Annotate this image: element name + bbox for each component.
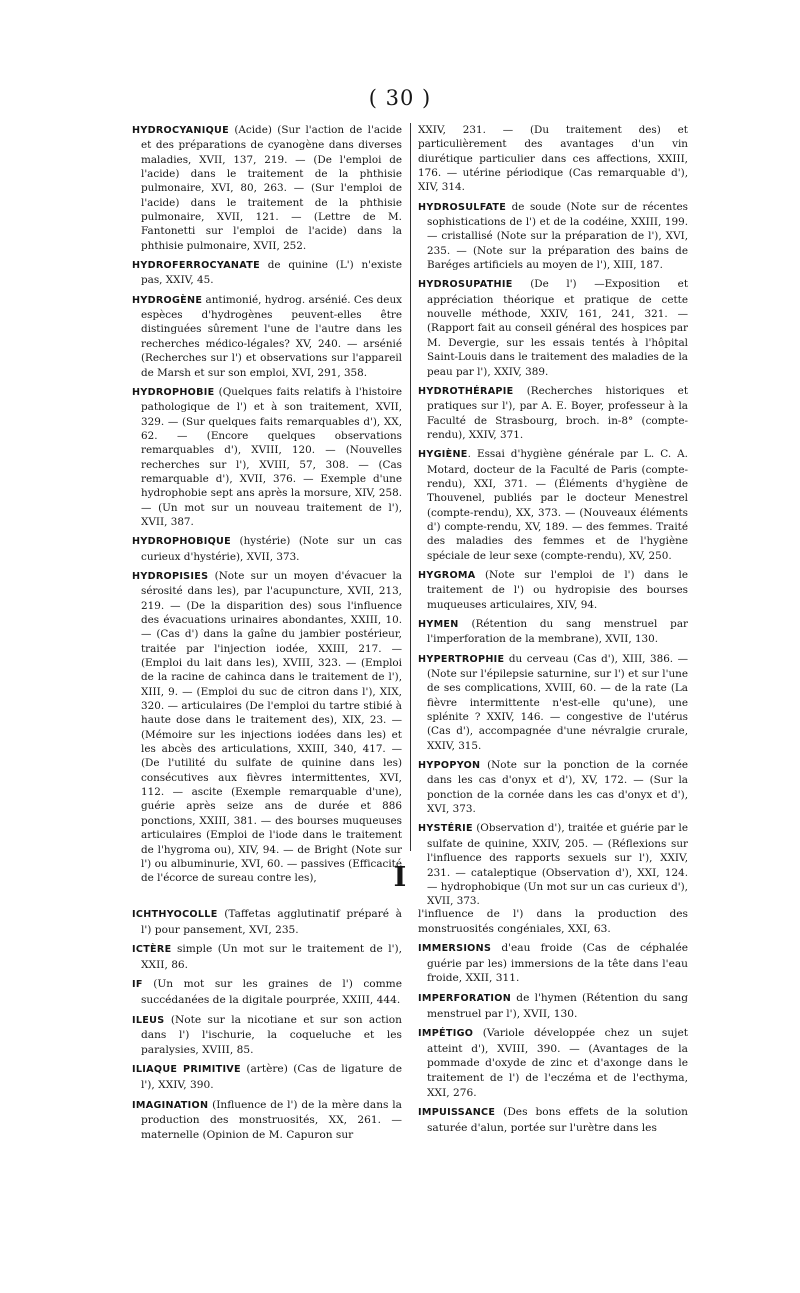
index-entry xyxy=(132,258,402,288)
index-entry xyxy=(132,123,402,253)
entry-headword: HYDROGÈNE xyxy=(132,294,203,306)
index-entry xyxy=(418,907,688,936)
index-entry xyxy=(132,942,402,972)
entry-text: (Un mot sur les graines de l') comme succédanées de la digitale pourprée, XXIII, 444. xyxy=(141,978,402,1006)
entry-headword: HYDROFERROCYANATE xyxy=(132,260,260,272)
entry-headword: HYDROPISIES xyxy=(132,570,209,582)
index-entry xyxy=(132,569,402,886)
entry-text: simple (Un mot sur le traitement de l'), XXII, 86. xyxy=(141,943,402,971)
index-entry xyxy=(418,384,688,442)
entry-text: (Rétention du sang menstruel par l'imperforation de la membrane), XVII, 130. xyxy=(427,618,688,646)
entry-text: (Des bons effets de la solution saturée d'alun, portée sur l'urètre dans les xyxy=(427,1106,688,1134)
section-i-entries xyxy=(132,907,688,1277)
index-entry xyxy=(418,991,688,1021)
index-entry xyxy=(132,1062,402,1092)
entry-headword: HYSTÉRIE xyxy=(418,823,473,835)
entry-text: . Essai d'hygiène générale par L. C. A. Motard, docteur de la Faculté de Paris (compte-rendu), XXI, 371. — (Éléments d'hygiène de Thouvenel, publiés par le docteur Menestrel (compte-rendu), XX, 373. — (Nouveaux éléments d') compte-rendu, XV, 189. — des femmes. Traité des maladies des femmes et de l'hygiène spéciale de leur sexe (compte-rendu), XV, 250. xyxy=(427,448,688,562)
entry-headword: HYDROCYANIQUE xyxy=(132,125,229,136)
column-right xyxy=(418,123,688,908)
index-entry xyxy=(418,568,688,612)
index-entry xyxy=(132,907,402,937)
entry-headword: ICHTHYOCOLLE xyxy=(132,909,218,920)
entry-text: (Note sur l'emploi de l') dans le traitement de l') ou hydropisie des bourses muqueuses articulaires, XIV, 94. xyxy=(427,568,688,611)
column-left xyxy=(132,907,402,1277)
entry-text: de quinine (L') n'existe pas, XXIV, 45. xyxy=(141,259,402,287)
index-entry xyxy=(132,1098,402,1143)
entry-headword: ILEUS xyxy=(132,1014,165,1026)
entry-text: antimonié, hydrog. arsénié. Ces deux espèces d'hydrogènes peuvent-elles être distinguées sûrement l'une de l'autre dans les recherches médico-légales? XV, 240. — arsénié (Recherches sur l') et observations sur l'appareil de Marsh et sur son emploi, XVI, 291, 358. xyxy=(141,293,402,379)
entry-text: (Influence de l') de la mère dans la production des monstruosités, XX, 261. — maternelle (Opinion de M. Capuron sur xyxy=(141,1098,402,1141)
entry-headword: ILIAQUE PRIMITIVE xyxy=(132,1064,241,1076)
entry-text: (Variole développée chez un sujet atteint d'), XVIII, 390. — (Avantages de la pommade d'oxyde de zinc et d'axonge dans le traitement de l') de l'eczéma et de l'ecthyma, XXI, 276. xyxy=(427,1027,688,1099)
index-entry xyxy=(132,534,402,564)
entry-text: (Note sur la ponction de la cornée dans les cas d'onyx et d'), XV, 172. — (Sur la ponction de la cornée dans les cas d'onyx et d'), XVI, 373. xyxy=(427,759,688,816)
entry-headword: ICTÈRE xyxy=(132,944,172,956)
section-h-entries xyxy=(132,123,688,908)
index-entry xyxy=(418,123,688,195)
entry-text: (hystérie) (Note sur un cas curieux d'hystérie), XVII, 373. xyxy=(141,535,402,563)
entry-text: l'influence de l') dans la production des monstruosités congéniales, XXI, 63. xyxy=(418,908,688,935)
entry-text: de l'hymen (Rétention du sang menstruel par l'), XVII, 130. xyxy=(427,991,688,1020)
index-entry xyxy=(418,1026,688,1100)
column-right xyxy=(418,907,688,1277)
index-entry xyxy=(418,447,688,563)
entry-headword: HYDROPHOBIE xyxy=(132,386,215,398)
column-divider xyxy=(410,907,411,1277)
entry-text: (Note sur la nicotiane et sur son action dans l') l'ischurie, la coqueluche et les paralysies, XVIII, 85. xyxy=(141,1013,402,1056)
entry-text: du cerveau (Cas d'), XIII, 386. — (Note sur l'épilepsie saturnine, sur l') et sur l'une de ses complications, XVIII, 60. — de la rate (La fièvre intermittente n'est-elle qu'une), une splénite ? XXIV, 146. — congestive de l'utérus (Cas d'), accompagnée d'une névralgie crurale, XXIV, 315. xyxy=(427,652,688,752)
section-letter: I xyxy=(393,862,407,893)
page-number: ( 30 ) xyxy=(368,86,432,110)
entry-text: (Taffetas agglutinatif préparé à l') pour pansement, XVI, 235. xyxy=(141,908,402,936)
index-entry xyxy=(132,385,402,529)
index-entry xyxy=(418,652,688,753)
index-entry xyxy=(418,758,688,816)
entry-headword: IMPÉTIGO xyxy=(418,1028,474,1040)
entry-headword: HYDROSUPATHIE xyxy=(418,279,513,291)
entry-text: (Observation d'), traitée et guérie par le sulfate de quinine, XXIV, 205. — (Réflexions sur l'influence des rapports sexuels sur l'), XXIV, 231. — cataleptique (Observation d'), XXI, 124. — hydrophobique (Un mot sur un cas curieux d'), XVII, 373. xyxy=(427,822,688,908)
entry-headword: HYGROMA xyxy=(418,569,476,581)
entry-headword: IMPUISSANCE xyxy=(418,1107,496,1119)
index-entry xyxy=(132,977,402,1007)
index-entry xyxy=(418,277,688,378)
entry-text: (artère) (Cas de ligature de l'), XXIV, 390. xyxy=(141,1063,402,1091)
entry-headword: HYGIÈNE xyxy=(418,449,468,461)
entry-headword: HYPERTROPHIE xyxy=(418,653,505,665)
index-entry xyxy=(418,617,688,647)
entry-headword: IMAGINATION xyxy=(132,1099,209,1111)
entry-headword: HYDROPHOBIQUE xyxy=(132,536,231,548)
entry-headword: HYMEN xyxy=(418,619,459,630)
entry-text: (Recherches historiques et pratiques sur l'), par A. E. Boyer, professeur à la Faculté de Strasbourg, broch. in-8° (compte-rendu), XXIV, 371. xyxy=(427,384,688,441)
entry-text: (De l') —Exposition et appréciation théorique et pratique de cette nouvelle méthode, XXIV, 161, 241, 321. — (Rapport fait au conseil général des hospices par M. Devergie, sur les essais tentés à l'hôpital Saint-Louis dans le traitement des maladies de la peau par l'), XXIV, 389. xyxy=(427,278,688,378)
entry-text: (Quelques faits relatifs à l'histoire pathologique de l') et à son traitement, XVII, 329. — (Sur quelques faits remarquables d'), XX, 62. — (Encore quelques observations remarquables d'), XVIII, 120. — (Nouvelles recherches sur l'), XVIII, 57, 308. — (Cas remarquable d'), XVII, 376. — Exemple d'une hydrophobie sept ans après la morsure, XIV, 258. — (Un mot sur un nouveau traitement de l'), XVII, 387. xyxy=(141,385,402,528)
column-left xyxy=(132,123,402,885)
index-entry xyxy=(418,941,688,986)
index-entry xyxy=(132,1013,402,1058)
entry-text: (Note sur un moyen d'évacuer la sérosité dans les), par l'acupuncture, XVII, 213, 219. — (De la disparition des) sous l'influence des évacuations urinaires abondantes, XXIII, 10. — (Cas d') dans la gaîne du jambier postérieur, traitée par l'injection iodée, XXIII, 217. — (Emploi du lait dans les), XVIII, 323. — (Emploi de la racine de cahinca dans le traitement de l'), XIII, 9. — (Emploi du suc de citron dans l'), XIX, 320. — articulaires (De l'emploi du tartre stibié à haute dose dans le traitement des), XIX, 23. — (Mémoire sur les injections iodées dans les) et les abcès des articulations, XXIII, 340, 417. — (De l'utilité du sulfate de quinine dans les) consécutives aux fièvres intermittentes, XVI, 112. — ascite (Exemple remarquable d'une), guérie après seize ans de durée et 886 ponctions, XXIII, 381. — des bourses muqueuses articulaires (Emploi de l'iode dans le traitement de l'hygroma ou), XIV, 94. — de Bright (Note sur l') ou albuminurie, XVI, 60. — passives (Efficacité de l'écorce de sureau contre les), xyxy=(141,569,402,885)
entry-headword: IMMERSIONS xyxy=(418,943,492,955)
entry-headword: IF xyxy=(132,979,143,991)
entry-headword: IMPERFORATION xyxy=(418,992,512,1004)
entry-headword: HYDROTHÉRAPIE xyxy=(418,385,514,397)
index-entry xyxy=(418,1105,688,1135)
entry-text: de soude (Note sur de récentes sophistications de l') et de la codéine, XXIII, 199. — cristallisé (Note sur la préparation de l'), XVI, 235. — (Note sur la préparation des bains de Baréges artificiels au moyen de l'), XIII, 187. xyxy=(427,200,688,272)
entry-text: d'eau froide (Cas de céphalée guérie par les) immersions de la tête dans l'eau froide, XXII, 311. xyxy=(427,942,688,985)
entry-text: (Acide) (Sur l'action de l'acide et des préparations de cyanogène dans diverses maladies, XVII, 137, 219. — (De l'emploi de l'acide) dans le traitement de la phthisie pulmonaire, XVI, 80, 263. — (Sur l'emploi de l'acide) dans le traitement de la phthisie pulmonaire, XVII, 121. — (Lettre de M. Fantonetti sur l'emploi de l'acide) dans la phthisie pulmonaire, XVII, 252. xyxy=(141,124,402,252)
entry-text: XXIV, 231. — (Du traitement des) et particulièrement des avantages d'un vin diurétique particulier dans ces affections, XXIII, 176. — utérine périodique (Cas remarquable d'), XIV, 314. xyxy=(418,124,688,194)
entry-headword: HYDROSULFATE xyxy=(418,201,507,213)
entry-headword: HYPOPYON xyxy=(418,760,481,772)
column-divider xyxy=(410,123,411,851)
index-entry xyxy=(132,293,402,380)
index-entry xyxy=(418,200,688,273)
